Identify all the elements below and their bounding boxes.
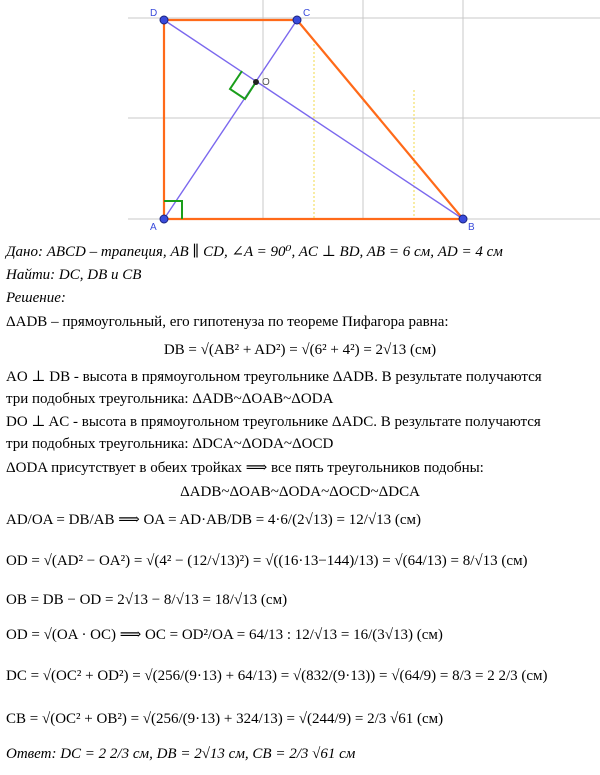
oa-formula: AD/OA = DB/AB ⟹ OA = AD·AB/DB = 4·6/(2√13) = 12/√13 (см)	[6, 512, 422, 528]
point-b	[459, 215, 467, 223]
point-d	[160, 16, 168, 24]
given-line: Дано: ABCD – трапеция, AB ∥ CD, ∠A = 90⁰, AC ⊥ BD, AB = 6 см, AD = 4 см	[6, 244, 503, 260]
similar-triangles-1: три подобных треугольника: ΔADB~ΔOAB~ΔODA	[6, 391, 334, 407]
label-b: B	[468, 222, 475, 233]
ao-height-line: AO ⊥ DB - высота в прямоугольном треугольнике ΔADB. В результате получаются	[6, 369, 542, 385]
triangle-adb-line: ΔADB – прямоугольный, его гипотенуза по теореме Пифагора равна:	[6, 314, 449, 330]
cb-formula: CB = √(OC² + OB²) = √(256/(9·13) + 324/13) = √(244/9) = 2/3 √61 (см)	[6, 711, 444, 727]
oda-common-line: ΔODA присутствует в обеих тройках ⟹ все пять треугольников подобны:	[6, 460, 484, 476]
label-c: C	[303, 8, 311, 19]
trapezoid-figure	[0, 0, 600, 240]
point-c	[293, 16, 301, 24]
grid	[128, 0, 600, 219]
dc-formula: DC = √(OC² + OD²) = √(256/(9·13) + 64/13) = √(832/(9·13)) = √(64/9) = 8/3 = 2 2/3 (см)	[6, 668, 548, 684]
label-d: D	[150, 8, 158, 19]
db-formula: DB = √(AB² + AD²) = √(6² + 4²) = 2√13 (см)	[163, 342, 437, 358]
point-o	[253, 79, 259, 85]
label-a: A	[150, 222, 157, 233]
label-o: O	[262, 77, 270, 88]
oc-formula: OD = √(OA · OC) ⟹ OC = OD²/OA = 64/13 : 12/√13 = 16/(3√13) (см)	[6, 627, 443, 643]
answer-line: Ответ: DC = 2 2/3 см, DB = 2√13 см, CB = 2/3 √61 см	[6, 746, 356, 762]
do-height-line: DO ⊥ AC - высота в прямоугольном треугольнике ΔADC. В результате получаются	[6, 414, 541, 430]
right-angle-mark-o	[230, 71, 256, 99]
point-a	[160, 215, 168, 223]
similar-triangles-2: три подобных треугольника: ΔDCA~ΔODA~ΔOCD	[6, 436, 334, 452]
solution-heading: Решение:	[6, 290, 66, 306]
od-formula: OD = √(AD² − OA²) = √(4² − (12/√13)²) = √((16·13−144)/13) = √(64/13) = 8/√13 (см)	[6, 553, 528, 569]
find-line: Найти: DC, DB и CB	[6, 267, 142, 283]
all-similar-line: ΔADB~ΔOAB~ΔODA~ΔOCD~ΔDCA	[180, 484, 420, 500]
diagonal-ac	[164, 20, 297, 219]
ob-formula: OB = DB − OD = 2√13 − 8/√13 = 18/√13 (см)	[6, 592, 288, 608]
